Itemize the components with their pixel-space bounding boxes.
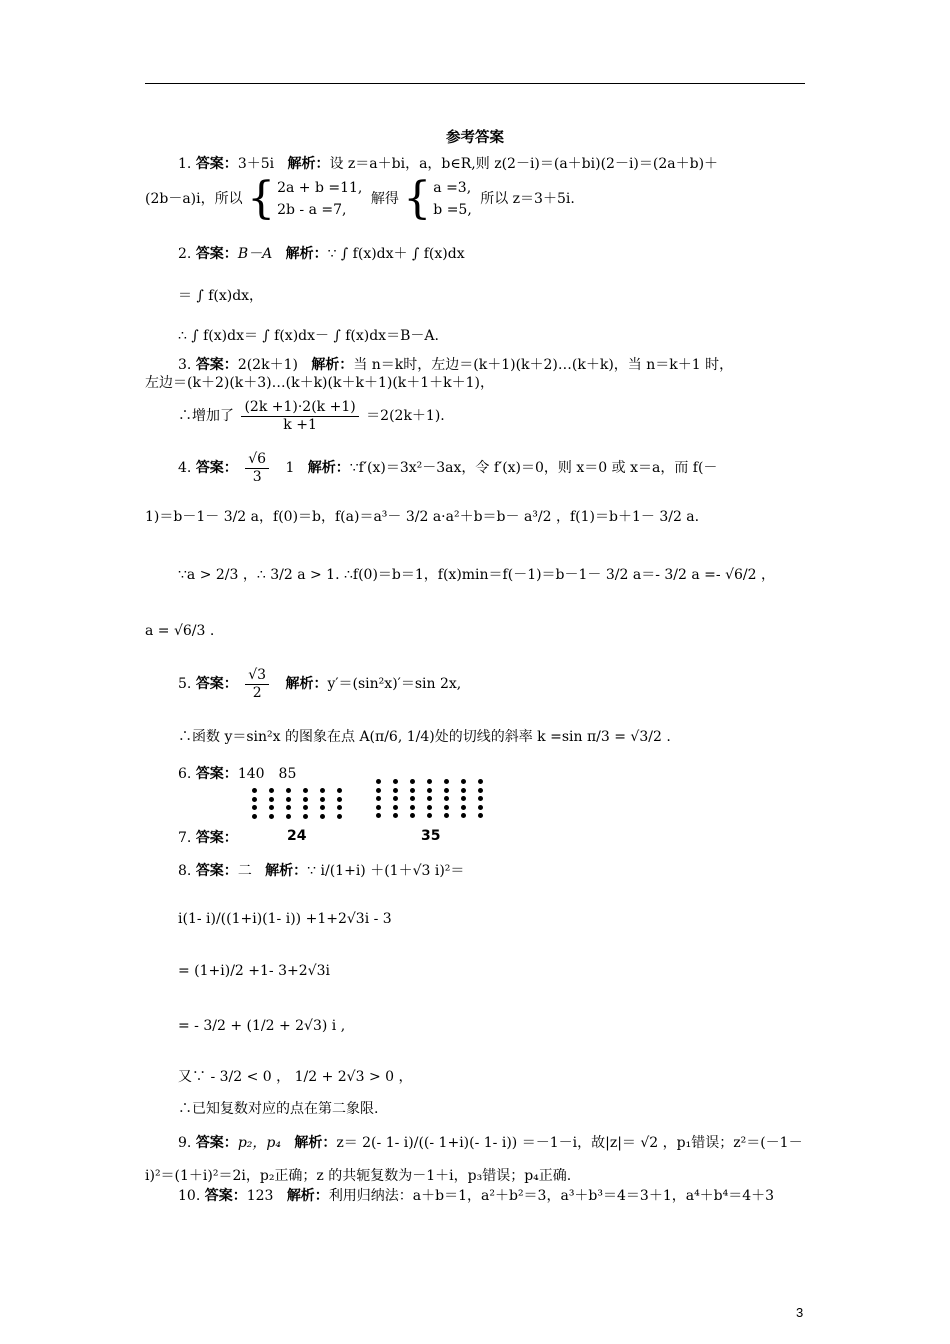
dot xyxy=(393,796,398,801)
dot xyxy=(444,813,449,818)
q5-line2: ∴函数 y＝sin²x 的图象在点 A(π/6, 1/4)处的切线的斜率 k =sin π/3 = √3/2 . xyxy=(178,729,671,745)
page-number: 3 xyxy=(796,1305,804,1320)
q1-system1: 2a + b =11, 2b - a =7, xyxy=(277,180,363,218)
q4-line1: 4. 答案： $\frac{√6}{3}$ 1 解析：∵f′(x)＝3x²－3ax，令 f′(x)＝0，则 x＝0 或 x＝a，而 f(－ xyxy=(178,450,718,485)
q3-line2: 左边＝(k＋2)(k＋3)…(k＋k)(k＋k＋1)(k＋1＋k＋1)， xyxy=(145,375,495,391)
dot xyxy=(427,813,432,818)
dot xyxy=(461,813,466,818)
dot xyxy=(303,788,308,793)
q8-line3: = (1+i)/2 +1- 3+2√3i xyxy=(178,963,330,979)
dot-grid-left xyxy=(252,788,344,822)
dot xyxy=(478,796,483,801)
header-rule xyxy=(145,83,805,84)
q3-line3: ∴增加了 $\frac{(2k +1)\cdot 2(k +1)}{k +1}$ ＝2(2k＋1). xyxy=(178,398,445,433)
q8-line5: 又∵ - 3/2 < 0 ， 1/2 + 2√3 > 0 ， xyxy=(178,1069,413,1085)
q2-line1: 2. 答案：B－A 解析：∵ ∫ f(x)dx＋ ∫ f(x)dx xyxy=(178,246,465,262)
dot xyxy=(337,805,342,810)
dot xyxy=(444,805,449,810)
q8-line1: 8. 答案：二 解析：∵ i/(1+i) ＋(1＋√3 i)²＝ xyxy=(178,863,465,879)
dot xyxy=(337,788,342,793)
q1-system2: a =3, b =5, xyxy=(433,180,472,218)
dot xyxy=(269,805,274,810)
dot xyxy=(269,788,274,793)
dot xyxy=(286,797,291,802)
q7-left-count: 24 xyxy=(287,828,307,844)
dot xyxy=(376,788,381,793)
q4-answer-fraction: $\frac{√6}{3}$ xyxy=(245,451,269,486)
dot xyxy=(252,805,257,810)
dot xyxy=(393,813,398,818)
dot xyxy=(444,796,449,801)
dot xyxy=(444,779,449,784)
dot xyxy=(269,814,274,819)
q9-line2: i)²＝(1＋i)²＝2i，p₂正确；z 的共轭复数为－1＋i，p₃错误；p₄正确. xyxy=(145,1168,572,1184)
dot xyxy=(410,813,415,818)
dot xyxy=(269,797,274,802)
dot xyxy=(320,797,325,802)
q7-right-count: 35 xyxy=(421,828,441,844)
dot xyxy=(478,813,483,818)
dot xyxy=(478,779,483,784)
dot xyxy=(444,788,449,793)
q2-line2: ＝ ∫ f(x)dx， xyxy=(178,288,264,304)
dot xyxy=(410,779,415,784)
q1-line1: 1. 答案：3＋5i 解析：设 z＝a＋bi，a，b∈R,则 z(2－i)＝(a＋bi)(2－i)＝(2a＋b)＋ xyxy=(178,156,719,172)
dot xyxy=(252,814,257,819)
dot xyxy=(410,805,415,810)
dot xyxy=(303,814,308,819)
dot xyxy=(286,814,291,819)
dot xyxy=(393,788,398,793)
dot xyxy=(427,796,432,801)
dot xyxy=(478,788,483,793)
dot xyxy=(303,797,308,802)
dot-grid-right xyxy=(376,779,486,821)
dot xyxy=(461,779,466,784)
dot xyxy=(320,805,325,810)
dot xyxy=(320,814,325,819)
dot xyxy=(461,805,466,810)
q6-line: 6. 答案：140 85 xyxy=(178,766,297,782)
q7-line: 7. 答案： xyxy=(178,830,238,846)
q8-line2: i(1- i)/((1+i)(1- i)) +1+2√3i - 3 xyxy=(178,911,392,927)
dot xyxy=(252,797,257,802)
dot xyxy=(410,796,415,801)
q8-line4: = - 3/2 + (1/2 + 2√3) i , xyxy=(178,1018,346,1034)
q5-line1: 5. 答案： $\frac{√3}{2}$ 解析：y′＝(sin²x)′＝sin 2x, xyxy=(178,666,462,701)
dot xyxy=(286,805,291,810)
dot xyxy=(376,813,381,818)
dot xyxy=(337,797,342,802)
dot xyxy=(286,788,291,793)
q8-line6: ∴已知复数对应的点在第二象限. xyxy=(178,1101,379,1117)
q3-line1: 3. 答案：2(2k＋1) 解析：当 n＝k时，左边＝(k＋1)(k＋2)…(k＋k)，当 n＝k＋1 时， xyxy=(178,357,734,373)
dot xyxy=(427,779,432,784)
q4-line4: a = √6/3 . xyxy=(145,623,215,639)
dot xyxy=(410,788,415,793)
dot xyxy=(303,805,308,810)
dot xyxy=(376,779,381,784)
dot xyxy=(393,805,398,810)
q10-line1: 10. 答案：123 解析：利用归纳法：a＋b＝1，a²＋b²＝3，a³＋b³＝4＝3＋1，a⁴＋b⁴＝4＋3 xyxy=(178,1188,775,1204)
dot xyxy=(320,788,325,793)
dot xyxy=(376,796,381,801)
page-title: 参考答案 xyxy=(446,130,504,146)
q9-line1: 9. 答案：p₂，p₄ 解析：z＝ 2(- 1- i)/((- 1+i)(- 1- i)) ＝－1－i，故|z|＝ √2 ，p₁错误；z²＝(－1－ xyxy=(178,1135,803,1151)
dot xyxy=(478,805,483,810)
dot xyxy=(393,779,398,784)
dot xyxy=(427,805,432,810)
dot xyxy=(461,788,466,793)
q5-answer-fraction: $\frac{√3}{2}$ xyxy=(245,667,269,702)
dot xyxy=(337,814,342,819)
q1-line2: (2b－a)i，所以 { 2a + b =11, 2b - a =7, 解得 { a =3, b =5, 所以 z＝3＋5i. xyxy=(145,173,575,224)
q4-line2: 1)＝b－1－ 3/2 a，f(0)＝b，f(a)＝a³－ 3/2 a·a²＋b＝b－ a³/2 ，f(1)＝b＋1－ 3/2 a. xyxy=(145,509,700,525)
q3-fraction: $\frac{(2k +1)\cdot 2(k +1)}{k +1}$ xyxy=(241,399,358,434)
dot xyxy=(252,788,257,793)
q4-line3: ∵a > 2/3 ，∴ 3/2 a > 1. ∴f(0)＝b＝1，f(x)min＝f(－1)＝b－1－ 3/2 a＝- 3/2 a =- √6/2 ， xyxy=(178,567,775,583)
dot xyxy=(376,805,381,810)
dot xyxy=(427,788,432,793)
q2-line3: ∴ ∫ f(x)dx＝ ∫ f(x)dx－ ∫ f(x)dx＝B－A. xyxy=(178,328,439,344)
dot xyxy=(461,796,466,801)
